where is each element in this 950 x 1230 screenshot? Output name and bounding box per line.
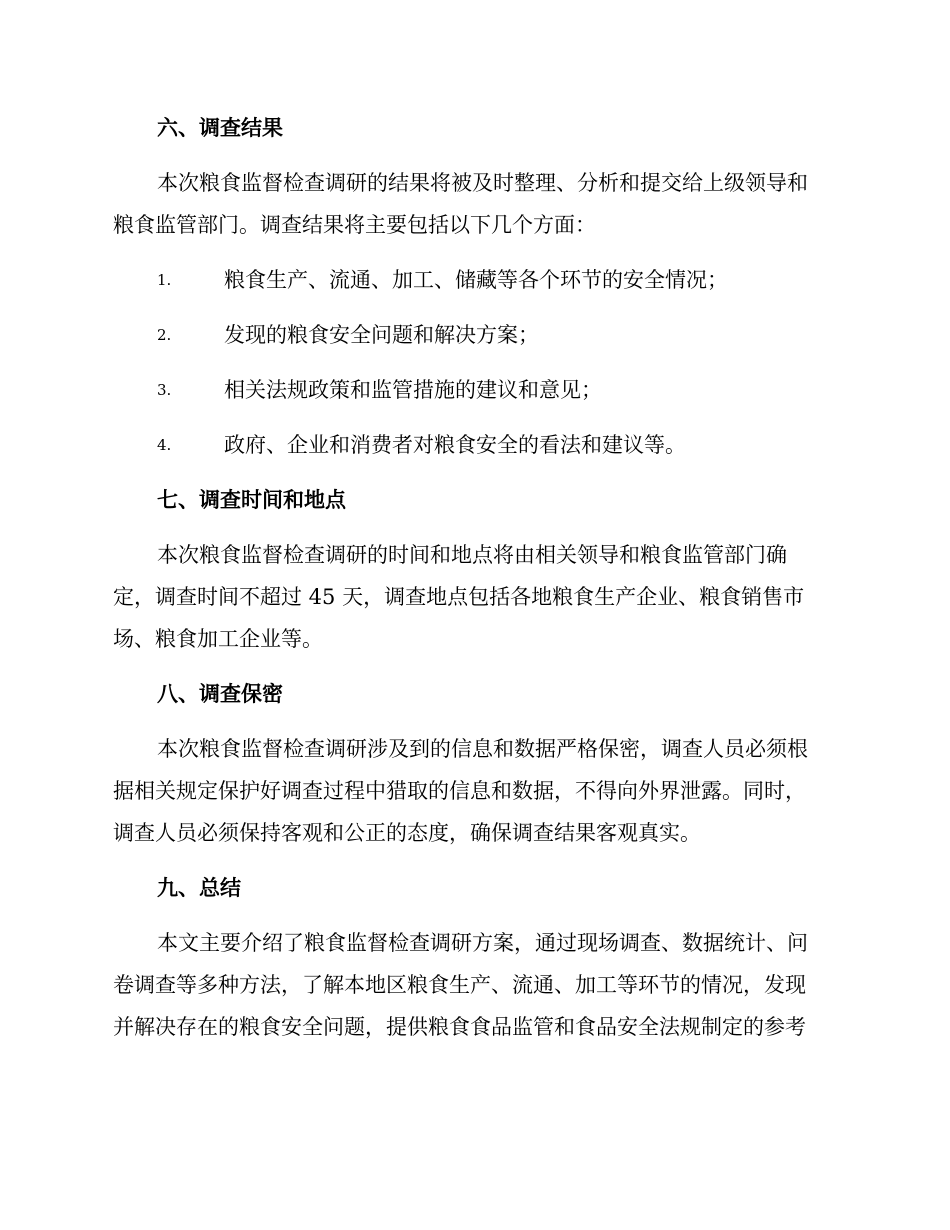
time-place-paragraph-line-3: 场、粮食加工企业等。 bbox=[113, 627, 323, 651]
time-place-paragraph-line-1: 本次粮食监督检查调研的时间和地点将由相关领导和粮食监管部门确 bbox=[157, 543, 787, 567]
time-place-paragraph-line-2: 定，调查时间不超过 45 天，调查地点包括各地粮食生产企业、粮食销售市 bbox=[113, 585, 805, 609]
confidential-paragraph-line-3: 调查人员必须保持客观和公正的态度，确保调查结果客观真实。 bbox=[113, 821, 701, 845]
summary-paragraph-line-2: 卷调查等多种方法，了解本地区粮食生产、流通、加工等环节的情况，发现 bbox=[113, 973, 806, 997]
list-item-number-3: 3. bbox=[157, 381, 172, 399]
summary-paragraph-line-1: 本文主要介绍了粮食监督检查调研方案，通过现场调查、数据统计、问 bbox=[157, 931, 808, 955]
list-item-text-1: 粮食生产、流通、加工、储藏等各个环节的安全情况； bbox=[224, 268, 728, 292]
summary-paragraph-line-3: 并解决存在的粮食安全问题，提供粮食食品监管和食品安全法规制定的参考 bbox=[113, 1015, 806, 1039]
section-heading-summary: 九、总结 bbox=[157, 875, 241, 900]
section-heading-confidential: 八、调查保密 bbox=[157, 681, 283, 706]
confidential-paragraph-line-2: 据相关规定保护好调查过程中猎取的信息和数据，不得向外界泄露。同时， bbox=[113, 779, 806, 803]
results-paragraph-line-1: 本次粮食监督检查调研的结果将被及时整理、分析和提交给上级领导和 bbox=[157, 171, 808, 195]
list-item-text-4: 政府、企业和消费者对粮食安全的看法和建议等。 bbox=[224, 433, 686, 457]
confidential-paragraph-line-1: 本次粮食监督检查调研涉及到的信息和数据严格保密，调查人员必须根 bbox=[157, 737, 808, 761]
results-paragraph-line-2: 粮食监管部门。调查结果将主要包括以下几个方面： bbox=[113, 213, 596, 237]
list-item-text-3: 相关法规政策和监管措施的建议和意见； bbox=[224, 378, 602, 402]
list-item-number-4: 4. bbox=[157, 436, 172, 454]
list-item-text-2: 发现的粮食安全问题和解决方案； bbox=[224, 323, 539, 347]
section-heading-results: 六、调查结果 bbox=[157, 115, 283, 140]
section-heading-time-place: 七、调查时间和地点 bbox=[157, 487, 346, 512]
list-item-number-2: 2. bbox=[157, 326, 172, 344]
list-item-number-1: 1. bbox=[157, 271, 172, 289]
